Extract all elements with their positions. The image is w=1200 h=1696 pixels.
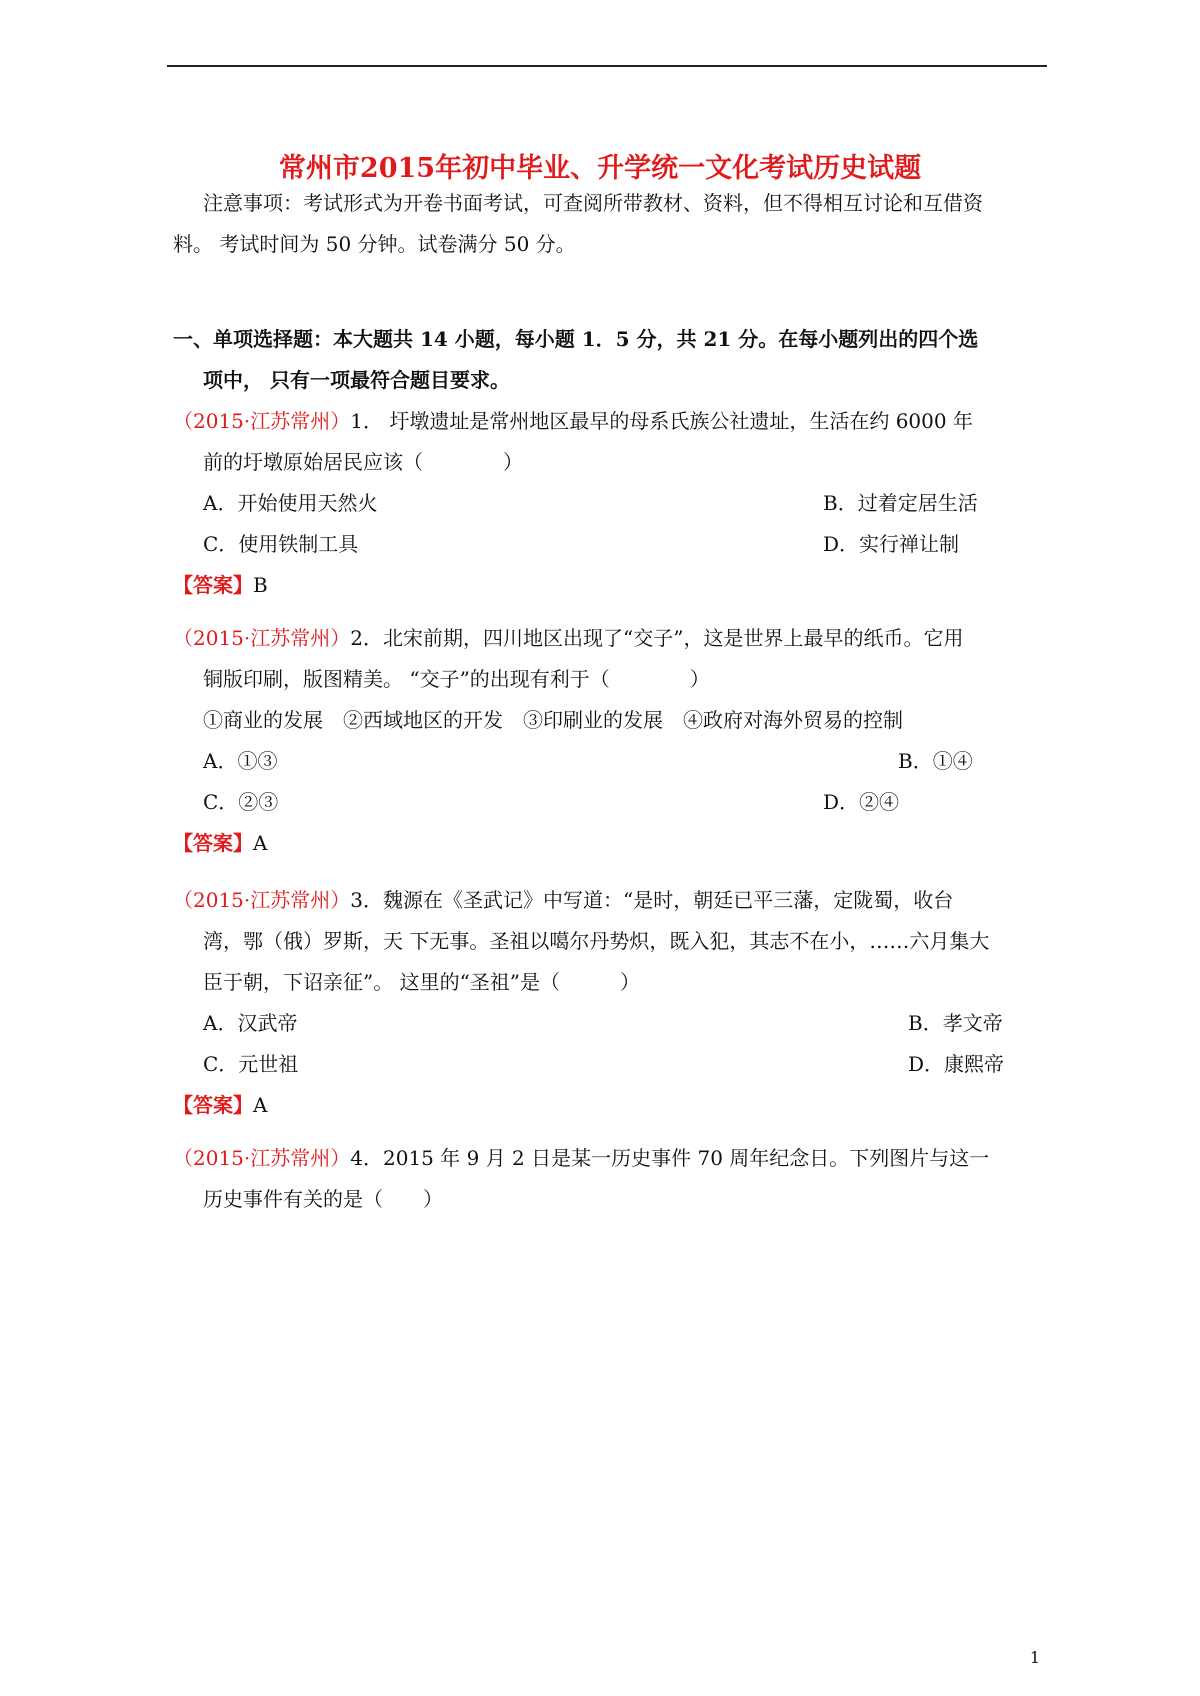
question-2-answer (173, 829, 267, 857)
question-3-option-a: A．汉武帝 (203, 1011, 298, 1035)
question-3-line-2: 湾，鄂（俄）罗斯，天 下无事。圣祖以噶尔丹势炽，既入犯，其志不在小，……六月集大 (203, 929, 990, 953)
answer-value: A (253, 1093, 268, 1117)
question-source: （2015·江苏常州） (173, 1146, 351, 1170)
answer-label: 【答案】 (173, 831, 253, 855)
question-3-line-1 (173, 886, 953, 914)
question-2-option-b: B．①④ (898, 749, 973, 773)
page-title: 常州市2015年初中毕业、升学统一文化考试历史试题 (278, 153, 922, 184)
question-1-option-b: B．过着定居生活 (823, 491, 978, 515)
question-4-line-2: 历史事件有关的是（ ） (203, 1187, 443, 1211)
header-rule (167, 65, 1047, 67)
question-stem: 3．魏源在《圣武记》中写道：“是时，朝廷已平三藩，定陇蜀，收台 (350, 888, 954, 912)
answer-value: B (253, 573, 268, 597)
question-2-option-c: C．②③ (203, 790, 279, 814)
answer-value: A (253, 831, 268, 855)
section-heading-line-2: 项中， 只有一项最符合题目要求。 (203, 368, 510, 392)
answer-label: 【答案】 (173, 1093, 253, 1117)
question-2-option-d: D．②④ (823, 790, 900, 814)
question-3-option-d: D．康熙帝 (908, 1052, 1005, 1076)
section-heading-line-1: 一、单项选择题：本大题共 14 小题，每小题 1．5 分，共 21 分。在每小题列出的四个选 (173, 327, 979, 351)
question-3-option-c: C．元世祖 (203, 1052, 299, 1076)
question-4-line-1 (173, 1144, 989, 1172)
question-1-answer (173, 571, 268, 599)
question-3-option-b: B．孝文帝 (908, 1011, 1003, 1035)
question-stem: 1． 圩墩遗址是常州地区最早的母系氏族公社遗址，生活在约 6000 年 (350, 409, 973, 433)
question-2-line-2: 铜版印刷，版图精美。 “交子”的出现有利于（ ） (203, 667, 710, 691)
question-3-answer (173, 1091, 267, 1119)
question-3-line-3: 臣于朝，下诏亲征”。 这里的“圣祖”是（ ） (203, 970, 641, 994)
question-2-line-1 (173, 624, 963, 652)
answer-label: 【答案】 (173, 573, 253, 597)
question-source: （2015·江苏常州） (173, 888, 351, 912)
question-1-line-2: 前的圩墩原始居民应该（ ） (203, 450, 523, 474)
question-source: （2015·江苏常州） (173, 409, 351, 433)
notice-line-1: 注意事项：考试形式为开卷书面考试，可查阅所带教材、资料，但不得相互讨论和互借资 (203, 191, 983, 215)
notice-line-2: 料。 考试时间为 50 分钟。试卷满分 50 分。 (173, 232, 576, 256)
question-1-option-c: C．使用铁制工具 (203, 532, 359, 556)
question-stem: 2．北宋前期，四川地区出现了“交子”，这是世界上最早的纸币。它用 (350, 626, 964, 650)
question-1-option-d: D．实行禅让制 (823, 532, 960, 556)
question-2-option-a: A．①③ (203, 749, 278, 773)
question-2-line-3: ①商业的发展 ②西域地区的开发 ③印刷业的发展 ④政府对海外贸易的控制 (203, 708, 903, 732)
question-source: （2015·江苏常州） (173, 626, 351, 650)
page-number: 1 (1029, 1648, 1040, 1667)
question-1-option-a: A．开始使用天然火 (203, 491, 378, 515)
question-stem: 4．2015 年 9 月 2 日是某一历史事件 70 周年纪念日。下列图片与这一 (350, 1146, 990, 1170)
question-1-line-1 (173, 407, 973, 435)
